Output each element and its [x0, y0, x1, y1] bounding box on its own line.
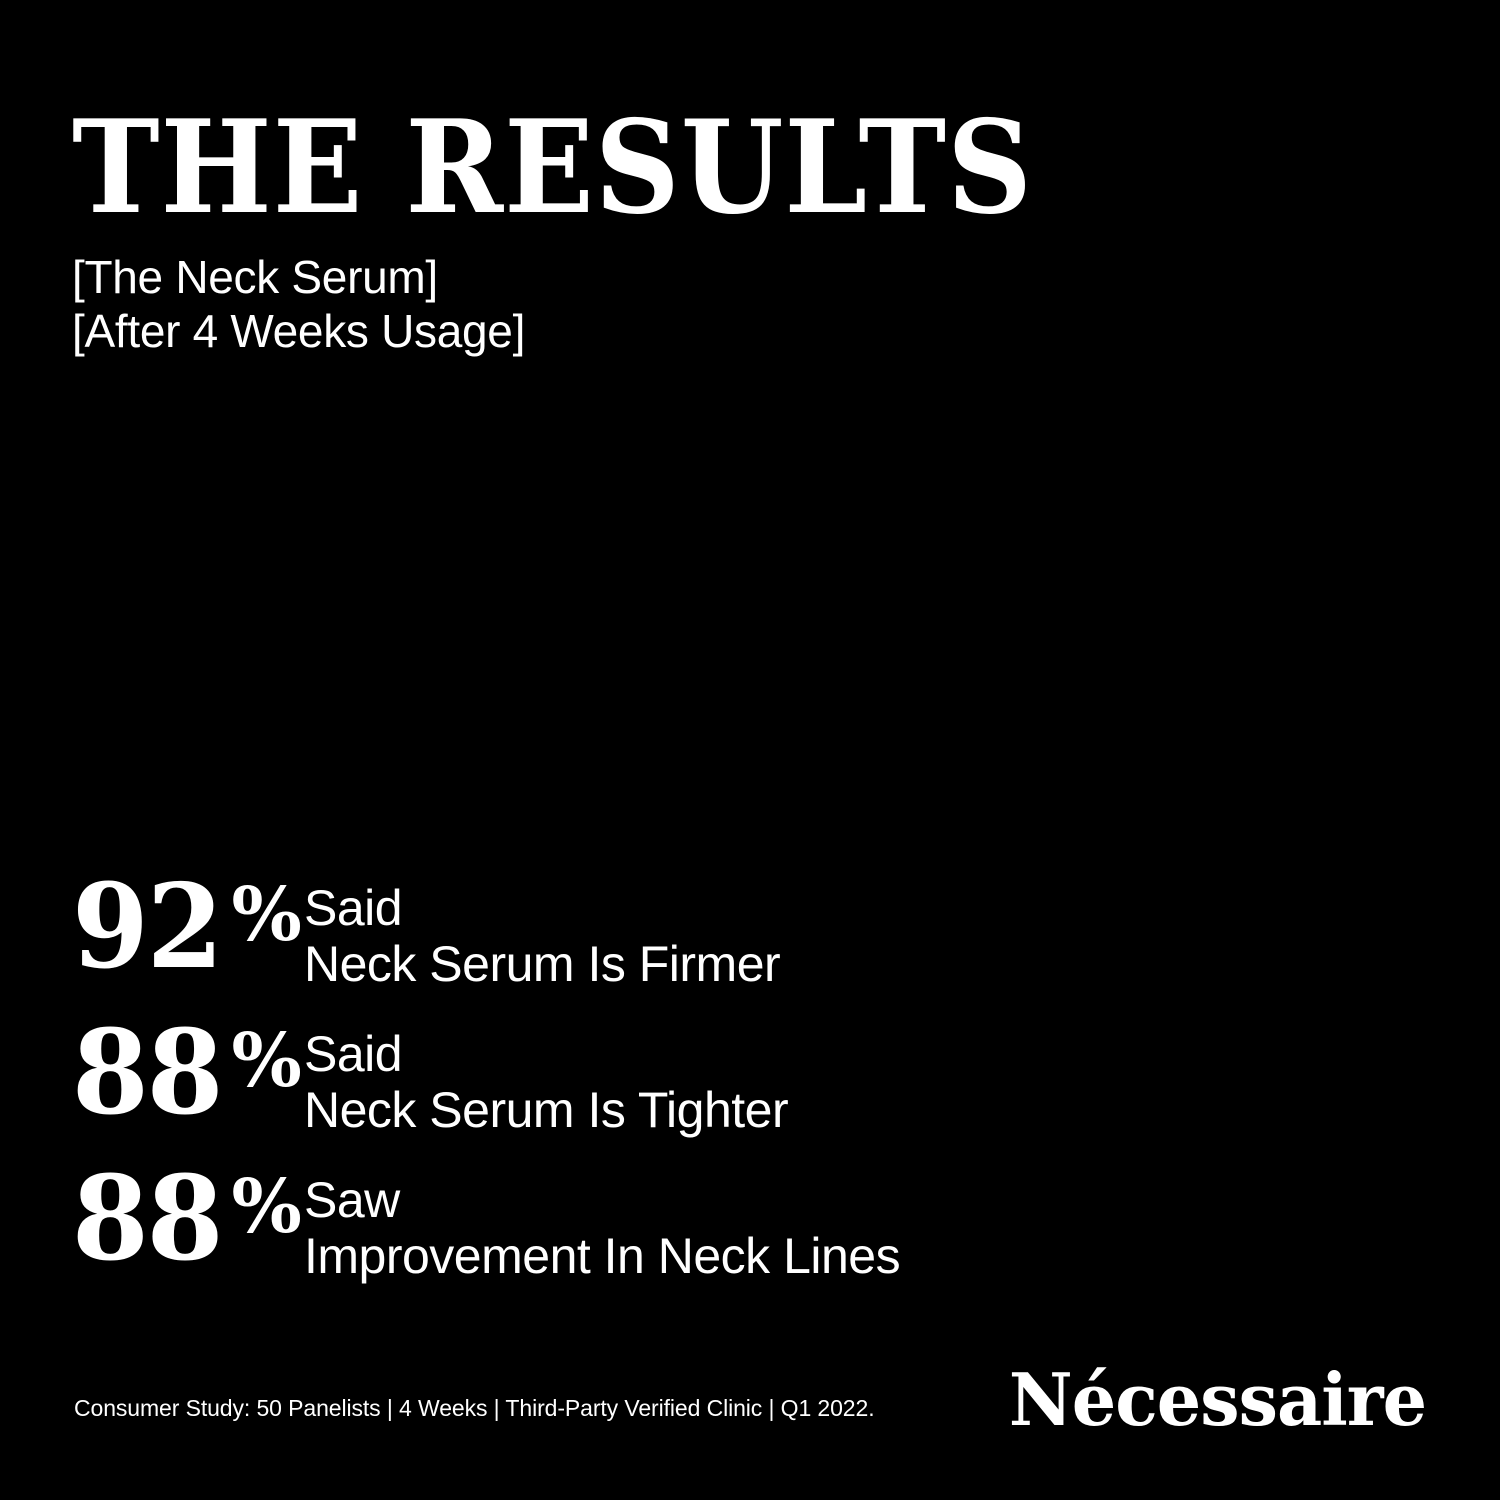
stat-value: 92: [72, 859, 222, 995]
subtitle-line-1: [The Neck Serum]: [72, 251, 438, 303]
percent-symbol: %: [231, 1018, 300, 1104]
page-subtitle: [72, 250, 1272, 359]
stat-description: [304, 1018, 788, 1138]
stat-value: 88: [72, 1005, 222, 1141]
stat-description-line-1: Saw: [304, 1172, 400, 1228]
stat-description-line-2: Neck Serum Is Tighter: [304, 1082, 789, 1138]
stat-description-line-2: Improvement In Neck Lines: [304, 1228, 901, 1284]
stat-figure: [72, 859, 304, 995]
brand-logo: Nécessaire: [1008, 1357, 1426, 1442]
stat-figure: [72, 1005, 304, 1141]
stat-value: 88: [72, 1151, 222, 1287]
study-footnote: Consumer Study: 50 Panelists | 4 Weeks | Third-Party Verified Clinic | Q1 2022.: [74, 1395, 875, 1421]
subtitle-line-2: [After 4 Weeks Usage]: [72, 305, 526, 358]
percent-symbol: %: [231, 872, 300, 958]
stat-row: [72, 1005, 1372, 1141]
stat-description-line-1: Said: [304, 1026, 403, 1082]
header-block: [72, 93, 1272, 359]
stat-figure: [72, 1151, 304, 1287]
stats-list: [72, 859, 1372, 1287]
stat-description-line-1: Said: [304, 880, 403, 936]
stat-row: [72, 859, 1372, 995]
percent-symbol: %: [231, 1164, 300, 1250]
page-title: THE RESULTS: [72, 93, 1033, 243]
stat-description: [304, 1164, 900, 1284]
stat-row: [72, 1151, 1372, 1287]
stat-description-line-2: Neck Serum Is Firmer: [304, 936, 781, 992]
stat-description: [304, 872, 780, 992]
